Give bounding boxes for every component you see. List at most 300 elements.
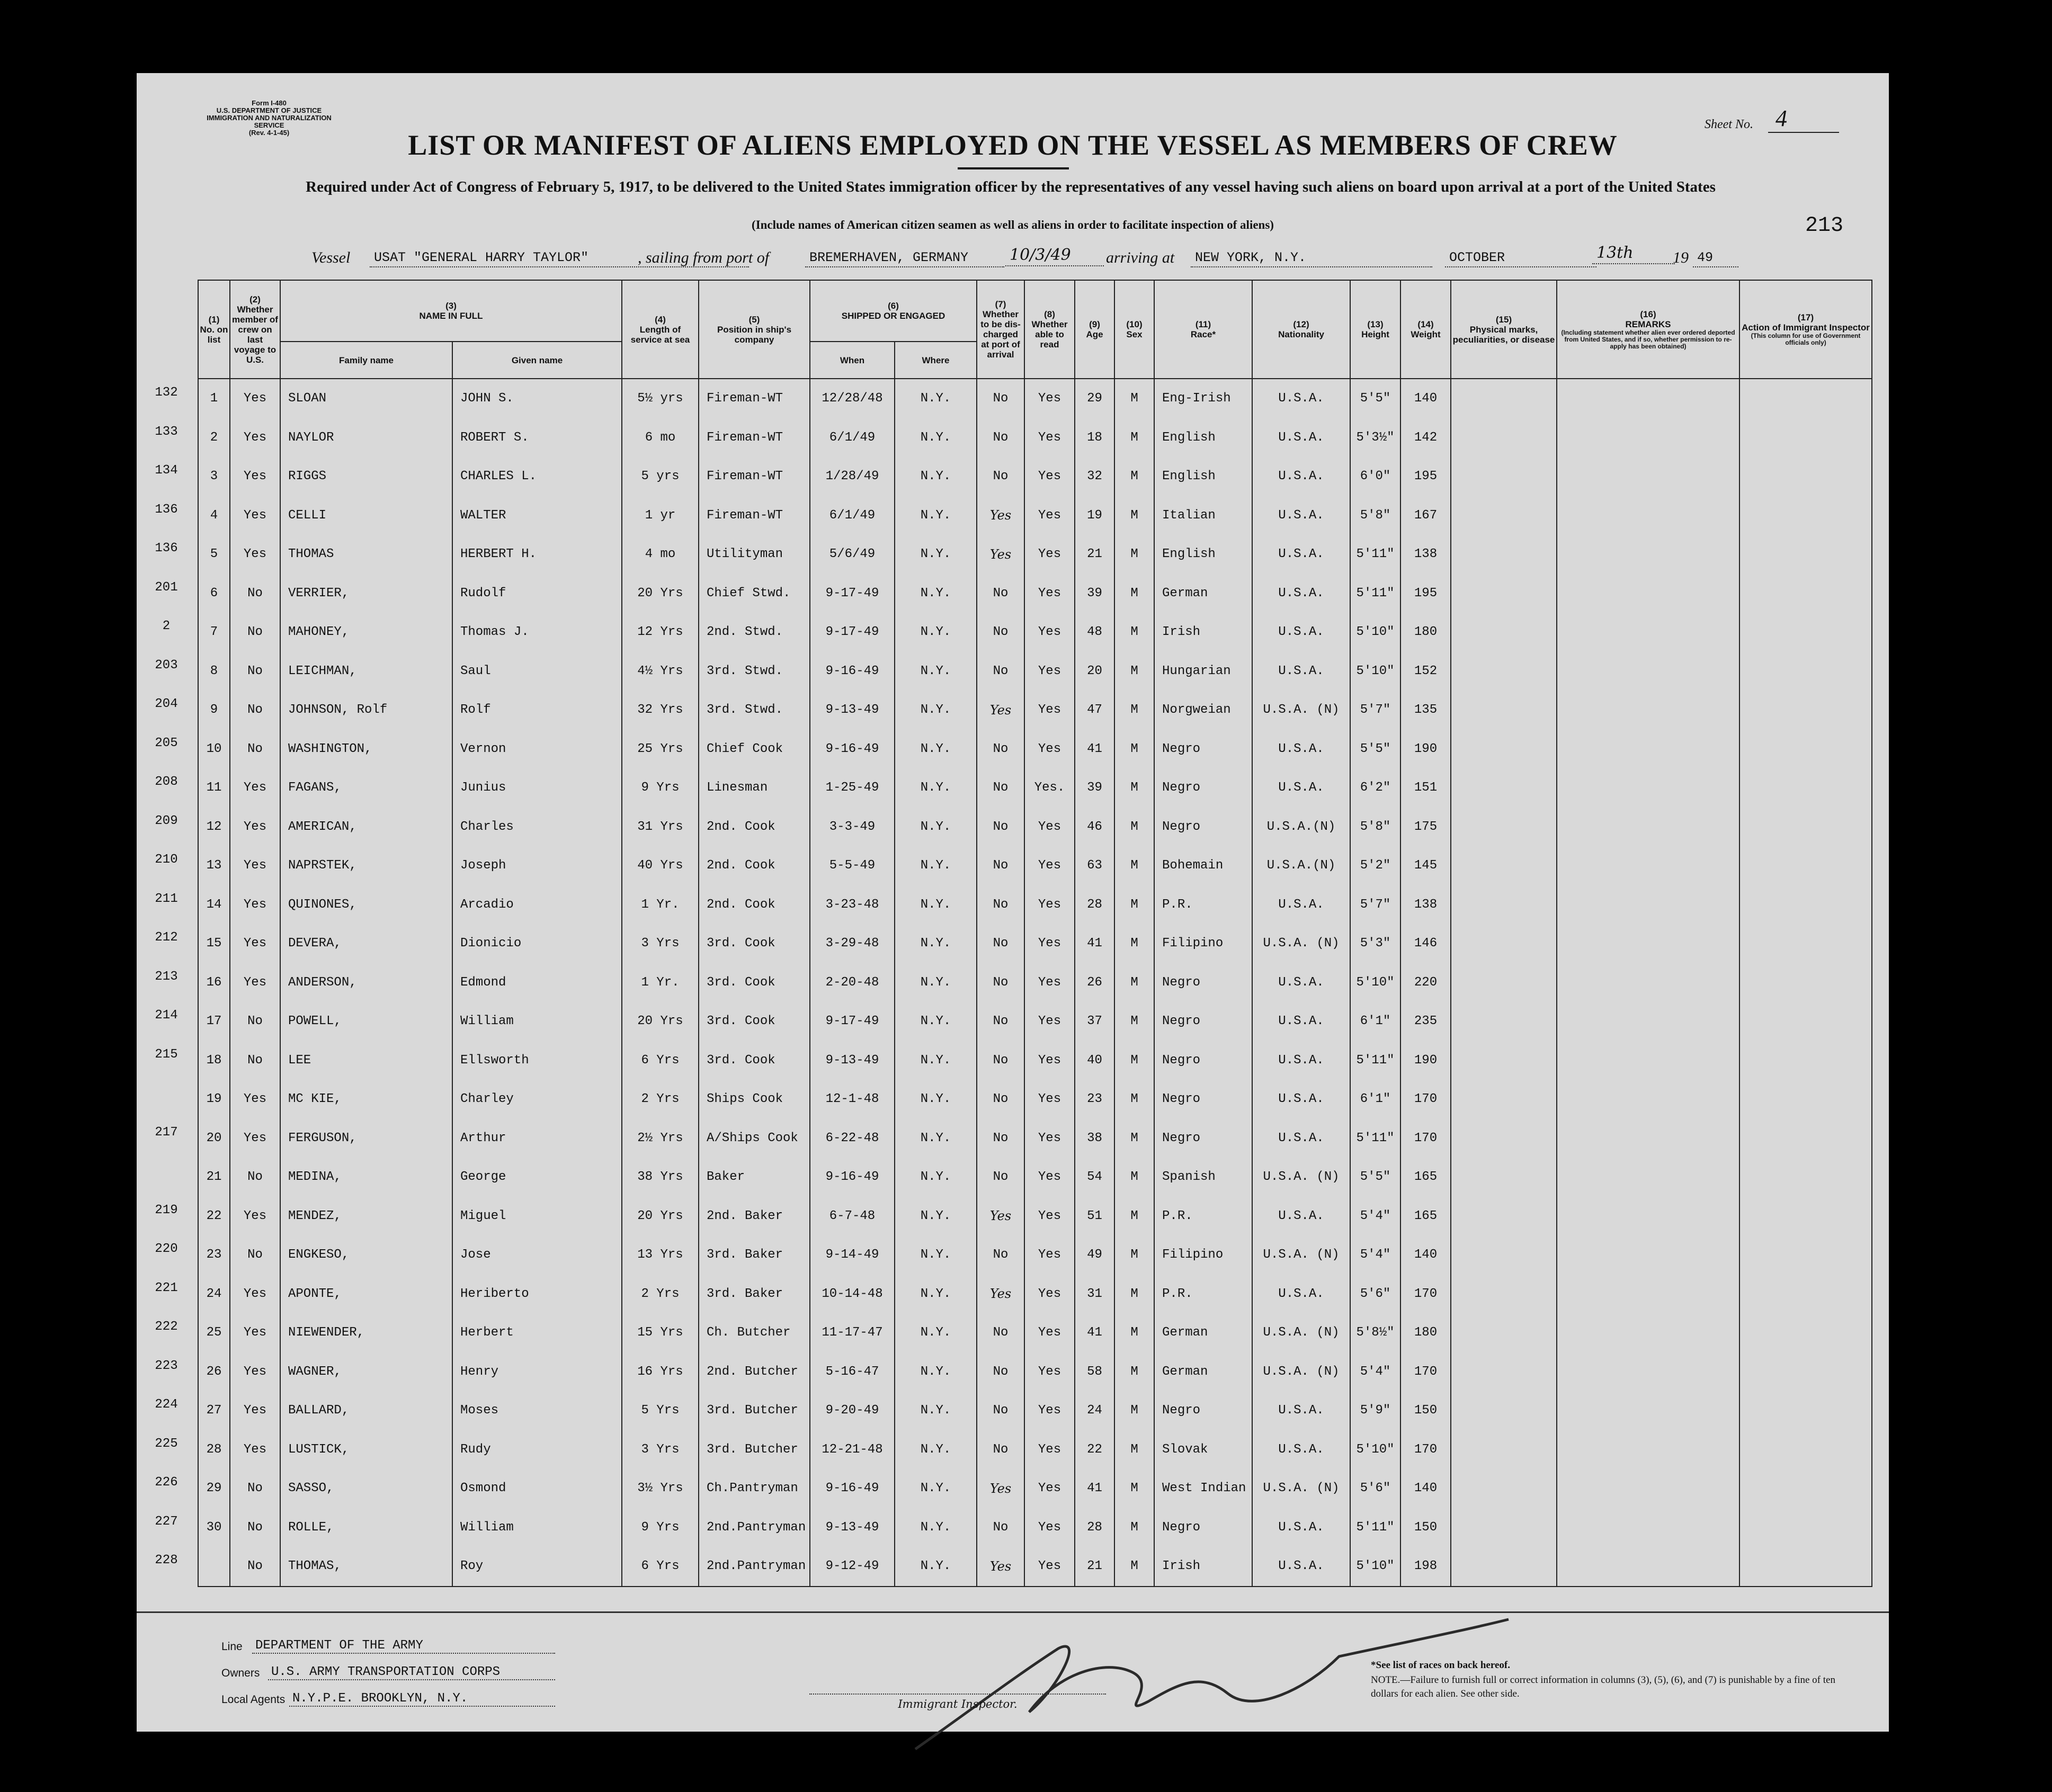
weight: 180 xyxy=(1400,613,1451,652)
crew-row xyxy=(198,885,1872,925)
remarks xyxy=(1557,691,1739,730)
shipped-where: N.Y. xyxy=(895,963,977,1002)
sex: M xyxy=(1114,535,1154,574)
service-length: 3½ Yrs xyxy=(622,1469,699,1508)
position: 3rd. Cook xyxy=(699,924,810,963)
crew-row xyxy=(198,613,1872,652)
age: 28 xyxy=(1075,885,1114,925)
nationality: U.S.A. xyxy=(1252,1508,1350,1547)
age: 46 xyxy=(1075,808,1114,847)
given-name: George xyxy=(452,1158,622,1197)
family-name: CELLI xyxy=(280,496,452,535)
height: 5'4" xyxy=(1350,1197,1400,1236)
discharged: No xyxy=(977,574,1024,613)
race: Negro xyxy=(1154,963,1252,1002)
physical-marks xyxy=(1451,457,1557,496)
service-length: 2½ Yrs xyxy=(622,1119,699,1158)
line-number: 227 xyxy=(155,1514,178,1529)
crew-row xyxy=(198,963,1872,1002)
shipped-when: 6-7-48 xyxy=(810,1197,895,1236)
col-physical-marks-header: (15) Physical marks, peculiarities, or disease xyxy=(1451,280,1557,379)
shipped-where: N.Y. xyxy=(895,768,977,808)
inspector-action xyxy=(1739,924,1872,963)
service-length: 3 Yrs xyxy=(622,924,699,963)
discharged: No xyxy=(977,924,1024,963)
able-to-read: Yes xyxy=(1024,574,1075,613)
family-name: ROLLE, xyxy=(280,1508,452,1547)
row-number: 12 xyxy=(198,808,230,847)
last-voyage: Yes xyxy=(230,846,280,885)
height: 5'7" xyxy=(1350,885,1400,925)
given-name: Roy xyxy=(452,1547,622,1587)
family-name: AMERICAN, xyxy=(280,808,452,847)
given-name: JOHN S. xyxy=(452,379,622,418)
last-voyage: Yes xyxy=(230,1197,280,1236)
shipped-where: N.Y. xyxy=(895,457,977,496)
service-length: 5½ yrs xyxy=(622,379,699,418)
col-read-header: (8) Whether able to read xyxy=(1024,280,1075,379)
given-name: Jose xyxy=(452,1235,622,1275)
age: 40 xyxy=(1075,1041,1114,1080)
height: 5'11" xyxy=(1350,535,1400,574)
last-voyage: Yes xyxy=(230,535,280,574)
sex: M xyxy=(1114,1313,1154,1352)
age: 26 xyxy=(1075,963,1114,1002)
nationality: U.S.A. xyxy=(1252,768,1350,808)
physical-marks xyxy=(1451,1469,1557,1508)
position: Fireman-WT xyxy=(699,496,810,535)
crew-row xyxy=(198,1391,1872,1430)
remarks xyxy=(1557,535,1739,574)
discharged: Yes xyxy=(977,496,1024,535)
discharged: No xyxy=(977,652,1024,691)
remarks xyxy=(1557,1391,1739,1430)
physical-marks xyxy=(1451,496,1557,535)
family-name: POWELL, xyxy=(280,1002,452,1041)
shipped-when: 9-17-49 xyxy=(810,613,895,652)
sex: M xyxy=(1114,1119,1154,1158)
race: German xyxy=(1154,1313,1252,1352)
age: 28 xyxy=(1075,1508,1114,1547)
nationality: U.S.A. (N) xyxy=(1252,1158,1350,1197)
remarks xyxy=(1557,1002,1739,1041)
physical-marks xyxy=(1451,1080,1557,1119)
inspector-action xyxy=(1739,574,1872,613)
line-number: 2 xyxy=(162,619,171,633)
agents-label: Local Agents xyxy=(221,1694,286,1706)
weight: 140 xyxy=(1400,1235,1451,1275)
discharged: No xyxy=(977,1002,1024,1041)
last-voyage: No xyxy=(230,1235,280,1275)
inspector-action xyxy=(1739,535,1872,574)
inspector-action xyxy=(1739,1547,1872,1587)
age: 63 xyxy=(1075,846,1114,885)
row-number: 27 xyxy=(198,1391,230,1430)
family-name: APONTE, xyxy=(280,1275,452,1314)
line-number: 132 xyxy=(155,386,178,400)
form-title: LIST OR MANIFEST OF ALIENS EMPLOYED ON THE VESSEL AS MEMBERS OF CREW xyxy=(408,129,1618,161)
family-name: QUINONES, xyxy=(280,885,452,925)
physical-marks xyxy=(1451,418,1557,458)
sex: M xyxy=(1114,1469,1154,1508)
age: 21 xyxy=(1075,1547,1114,1587)
last-voyage: No xyxy=(230,1469,280,1508)
given-name: Charles xyxy=(452,808,622,847)
shipped-when: 12-1-48 xyxy=(810,1080,895,1119)
position: Fireman-WT xyxy=(699,379,810,418)
sex: M xyxy=(1114,1352,1154,1392)
position: 3rd. Stwd. xyxy=(699,691,810,730)
shipped-when: 9-13-49 xyxy=(810,1508,895,1547)
height: 5'11" xyxy=(1350,574,1400,613)
position: 2nd. Baker xyxy=(699,1197,810,1236)
inspector-action xyxy=(1739,1235,1872,1275)
discharged: No xyxy=(977,885,1024,925)
row-number: 28 xyxy=(198,1430,230,1470)
remarks xyxy=(1557,1158,1739,1197)
height: 5'5" xyxy=(1350,1158,1400,1197)
shipped-where: N.Y. xyxy=(895,1391,977,1430)
crew-table xyxy=(198,280,1872,1587)
age: 38 xyxy=(1075,1119,1114,1158)
physical-marks xyxy=(1451,1313,1557,1352)
inspector-action xyxy=(1739,768,1872,808)
nationality: U.S.A. (N) xyxy=(1252,1313,1350,1352)
nationality: U.S.A. xyxy=(1252,652,1350,691)
vessel-label: Vessel xyxy=(311,249,351,266)
col-shipped-header: (6) SHIPPED OR ENGAGED xyxy=(810,280,977,342)
nationality: U.S.A. (N) xyxy=(1252,1235,1350,1275)
race: Filipino xyxy=(1154,924,1252,963)
family-name: MENDEZ, xyxy=(280,1197,452,1236)
weight: 142 xyxy=(1400,418,1451,458)
physical-marks xyxy=(1451,1197,1557,1236)
col-weight-header: (14) Weight xyxy=(1400,280,1451,379)
weight: 150 xyxy=(1400,1508,1451,1547)
weight: 235 xyxy=(1400,1002,1451,1041)
able-to-read: Yes xyxy=(1024,1430,1075,1470)
row-number: 5 xyxy=(198,535,230,574)
line-number: 136 xyxy=(155,502,178,517)
position: 3rd. Baker xyxy=(699,1235,810,1275)
position: 2nd. Stwd. xyxy=(699,613,810,652)
remarks xyxy=(1557,1041,1739,1080)
able-to-read: Yes xyxy=(1024,1391,1075,1430)
race: Irish xyxy=(1154,613,1252,652)
row-number: 3 xyxy=(198,457,230,496)
year-prefix: 19 xyxy=(1673,249,1689,266)
position: Chief Stwd. xyxy=(699,574,810,613)
weight: 145 xyxy=(1400,846,1451,885)
shipped-where: N.Y. xyxy=(895,1547,977,1587)
arrival-port: NEW YORK, N.Y. xyxy=(1191,250,1432,267)
service-length: 6 Yrs xyxy=(622,1041,699,1080)
family-name: BALLARD, xyxy=(280,1391,452,1430)
physical-marks xyxy=(1451,1158,1557,1197)
race: English xyxy=(1154,457,1252,496)
able-to-read: Yes xyxy=(1024,1275,1075,1314)
shipped-when: 9-17-49 xyxy=(810,574,895,613)
crew-row xyxy=(198,1158,1872,1197)
nationality: U.S.A. xyxy=(1252,535,1350,574)
physical-marks xyxy=(1451,963,1557,1002)
shipped-when: 9-16-49 xyxy=(810,1469,895,1508)
weight: 167 xyxy=(1400,496,1451,535)
remarks xyxy=(1557,457,1739,496)
last-voyage: Yes xyxy=(230,1430,280,1470)
weight: 146 xyxy=(1400,924,1451,963)
family-name: VERRIER, xyxy=(280,574,452,613)
remarks xyxy=(1557,808,1739,847)
last-voyage: Yes xyxy=(230,1119,280,1158)
position: Ch.Pantryman xyxy=(699,1469,810,1508)
shipped-where: N.Y. xyxy=(895,535,977,574)
shipped-where: N.Y. xyxy=(895,1275,977,1314)
physical-marks xyxy=(1451,768,1557,808)
weight: 180 xyxy=(1400,1313,1451,1352)
age: 41 xyxy=(1075,730,1114,769)
crew-row xyxy=(198,1235,1872,1275)
row-number: 20 xyxy=(198,1119,230,1158)
family-name: MC KIE, xyxy=(280,1080,452,1119)
position: 2nd.Pantryman xyxy=(699,1547,810,1587)
given-name: Osmond xyxy=(452,1469,622,1508)
height: 6'2" xyxy=(1350,768,1400,808)
shipped-when: 9-16-49 xyxy=(810,1158,895,1197)
physical-marks xyxy=(1451,1547,1557,1587)
crew-row xyxy=(198,1469,1872,1508)
service-length: 40 Yrs xyxy=(622,846,699,885)
service-length: 31 Yrs xyxy=(622,808,699,847)
discharged: No xyxy=(977,418,1024,458)
row-number: 19 xyxy=(198,1080,230,1119)
col-nationality-header: (12) Nationality xyxy=(1252,280,1350,379)
weight: 165 xyxy=(1400,1158,1451,1197)
crew-row xyxy=(198,846,1872,885)
physical-marks xyxy=(1451,808,1557,847)
remarks xyxy=(1557,730,1739,769)
height: 5'10" xyxy=(1350,1430,1400,1470)
sex: M xyxy=(1114,1235,1154,1275)
shipped-where: N.Y. xyxy=(895,613,977,652)
family-name: FAGANS, xyxy=(280,768,452,808)
weight: 138 xyxy=(1400,885,1451,925)
nationality: U.S.A. xyxy=(1252,1547,1350,1587)
last-voyage: No xyxy=(230,1547,280,1587)
row-number: 7 xyxy=(198,613,230,652)
inspector-action xyxy=(1739,846,1872,885)
height: 5'10" xyxy=(1350,1547,1400,1587)
given-name: CHARLES L. xyxy=(452,457,622,496)
discharged: No xyxy=(977,1119,1024,1158)
age: 39 xyxy=(1075,574,1114,613)
weight: 198 xyxy=(1400,1547,1451,1587)
family-name: NAYLOR xyxy=(280,418,452,458)
height: 5'4" xyxy=(1350,1352,1400,1392)
position: 3rd. Cook xyxy=(699,963,810,1002)
inspector-action xyxy=(1739,1313,1872,1352)
line-number: 213 xyxy=(155,969,178,984)
position: Chief Cook xyxy=(699,730,810,769)
line-number: 208 xyxy=(155,775,178,789)
shipped-when: 9-20-49 xyxy=(810,1391,895,1430)
row-number: 9 xyxy=(198,691,230,730)
height: 5'11" xyxy=(1350,1508,1400,1547)
discharged: Yes xyxy=(977,535,1024,574)
physical-marks xyxy=(1451,691,1557,730)
fine-note: NOTE.—Failure to furnish full or correct information in columns (3), (5), (6), and (7) is punishable by a fine of ten dollars for each alien. See other side. xyxy=(1371,1674,1835,1699)
position: A/Ships Cook xyxy=(699,1119,810,1158)
shipped-when: 5-16-47 xyxy=(810,1352,895,1392)
col-race-header: (11) Race* xyxy=(1154,280,1252,379)
shipped-when: 2-20-48 xyxy=(810,963,895,1002)
age: 41 xyxy=(1075,1313,1114,1352)
nationality: U.S.A. xyxy=(1252,613,1350,652)
nationality: U.S.A. xyxy=(1252,457,1350,496)
last-voyage: Yes xyxy=(230,808,280,847)
remarks xyxy=(1557,1469,1739,1508)
last-voyage: No xyxy=(230,574,280,613)
race: Negro xyxy=(1154,1119,1252,1158)
given-name: Saul xyxy=(452,652,622,691)
age: 31 xyxy=(1075,1275,1114,1314)
last-voyage: Yes xyxy=(230,924,280,963)
able-to-read: Yes xyxy=(1024,1313,1075,1352)
height: 5'3" xyxy=(1350,924,1400,963)
last-voyage: No xyxy=(230,1041,280,1080)
row-number: 6 xyxy=(198,574,230,613)
race: Negro xyxy=(1154,768,1252,808)
inspector-action xyxy=(1739,1002,1872,1041)
nationality: U.S.A. xyxy=(1252,496,1350,535)
discharged: No xyxy=(977,379,1024,418)
shipped-where: N.Y. xyxy=(895,1508,977,1547)
race: Italian xyxy=(1154,496,1252,535)
weight: 190 xyxy=(1400,1041,1451,1080)
family-name: LUSTICK, xyxy=(280,1430,452,1470)
shipped-where: N.Y. xyxy=(895,691,977,730)
shipped-where: N.Y. xyxy=(895,1119,977,1158)
able-to-read: Yes xyxy=(1024,652,1075,691)
family-name: THOMAS xyxy=(280,535,452,574)
shipped-where: N.Y. xyxy=(895,652,977,691)
nationality: U.S.A. xyxy=(1252,1041,1350,1080)
given-name: Arthur xyxy=(452,1119,622,1158)
sex: M xyxy=(1114,1547,1154,1587)
manifest-sheet xyxy=(137,73,1889,1732)
race: P.R. xyxy=(1154,1197,1252,1236)
col-family-name-header: Family name xyxy=(280,342,452,379)
remarks xyxy=(1557,963,1739,1002)
inspector-action xyxy=(1739,730,1872,769)
sex: M xyxy=(1114,1197,1154,1236)
service-length: 25 Yrs xyxy=(622,730,699,769)
position: 3rd. Baker xyxy=(699,1275,810,1314)
service-length: 6 mo xyxy=(622,418,699,458)
race: Hungarian xyxy=(1154,652,1252,691)
last-voyage: Yes xyxy=(230,1275,280,1314)
position: Utilityman xyxy=(699,535,810,574)
shipped-when: 1-25-49 xyxy=(810,768,895,808)
form-identifier: Form I-480 U.S. DEPARTMENT OF JUSTICE IMMIGRATION AND NATURALIZATION SERVICE (Rev. 4-1-45) xyxy=(207,99,332,137)
able-to-read: Yes xyxy=(1024,691,1075,730)
weight: 140 xyxy=(1400,1469,1451,1508)
inspector-action xyxy=(1739,613,1872,652)
able-to-read: Yes xyxy=(1024,1508,1075,1547)
age: 48 xyxy=(1075,613,1114,652)
age: 41 xyxy=(1075,1469,1114,1508)
race: Negro xyxy=(1154,1041,1252,1080)
shipped-when: 9-16-49 xyxy=(810,730,895,769)
able-to-read: Yes xyxy=(1024,457,1075,496)
physical-marks xyxy=(1451,613,1557,652)
physical-marks xyxy=(1451,846,1557,885)
physical-marks xyxy=(1451,1235,1557,1275)
agents-value: N.Y.P.E. BROOKLYN, N.Y. xyxy=(289,1691,555,1707)
shipped-when: 9-13-49 xyxy=(810,691,895,730)
age: 29 xyxy=(1075,379,1114,418)
sex: M xyxy=(1114,379,1154,418)
weight: 195 xyxy=(1400,574,1451,613)
inspector-action xyxy=(1739,1352,1872,1392)
last-voyage: No xyxy=(230,730,280,769)
inspector-action xyxy=(1739,1080,1872,1119)
sex: M xyxy=(1114,1391,1154,1430)
weight: 170 xyxy=(1400,1080,1451,1119)
discharged: Yes xyxy=(977,1469,1024,1508)
crew-row xyxy=(198,1430,1872,1470)
height: 5'8½" xyxy=(1350,1313,1400,1352)
inspector-action xyxy=(1739,1391,1872,1430)
shipped-where: N.Y. xyxy=(895,1080,977,1119)
crew-row xyxy=(198,1197,1872,1236)
able-to-read: Yes xyxy=(1024,846,1075,885)
discharged: No xyxy=(977,963,1024,1002)
line-number: 134 xyxy=(155,463,178,478)
service-length: 12 Yrs xyxy=(622,613,699,652)
sex: M xyxy=(1114,1002,1154,1041)
family-name: JOHNSON, Rolf xyxy=(280,691,452,730)
row-number: 18 xyxy=(198,1041,230,1080)
shipped-where: N.Y. xyxy=(895,1041,977,1080)
position: Ch. Butcher xyxy=(699,1313,810,1352)
physical-marks xyxy=(1451,1391,1557,1430)
line-number: 133 xyxy=(155,424,178,439)
nationality: U.S.A. xyxy=(1252,418,1350,458)
inspector-action xyxy=(1739,1469,1872,1508)
weight: 170 xyxy=(1400,1430,1451,1470)
inspector-action xyxy=(1739,1275,1872,1314)
race: Slovak xyxy=(1154,1430,1252,1470)
owners-label: Owners xyxy=(221,1667,260,1679)
sex: M xyxy=(1114,1275,1154,1314)
able-to-read: Yes xyxy=(1024,808,1075,847)
shipped-where: N.Y. xyxy=(895,924,977,963)
height: 5'8" xyxy=(1350,808,1400,847)
service-length: 32 Yrs xyxy=(622,691,699,730)
discharged: No xyxy=(977,1041,1024,1080)
position: 3rd. Cook xyxy=(699,1002,810,1041)
height: 5'6" xyxy=(1350,1275,1400,1314)
able-to-read: Yes xyxy=(1024,1547,1075,1587)
position: 3rd. Stwd. xyxy=(699,652,810,691)
col-name-header: (3) NAME IN FULL xyxy=(280,280,622,342)
race: P.R. xyxy=(1154,885,1252,925)
service-length: 13 Yrs xyxy=(622,1235,699,1275)
arrival-year: 49 xyxy=(1693,250,1738,267)
line-number: 203 xyxy=(155,658,178,673)
discharged: No xyxy=(977,1235,1024,1275)
